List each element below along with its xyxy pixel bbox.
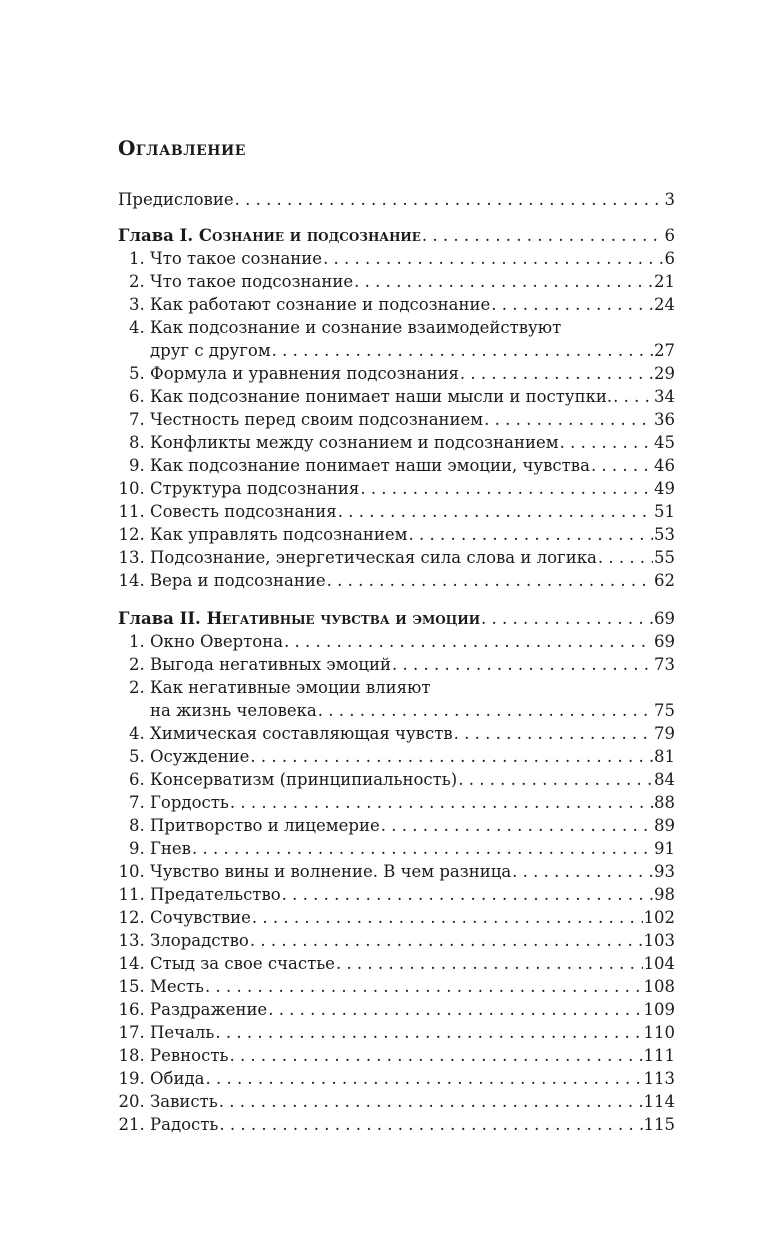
toc-entry xyxy=(118,837,675,860)
toc-entry xyxy=(118,860,675,883)
chapter-page: 69 xyxy=(654,609,675,628)
entry-number: 2. xyxy=(129,678,145,697)
toc-entry xyxy=(118,1090,675,1113)
entry-page: 51 xyxy=(654,502,675,521)
entry-title: Как подсознание понимает наши эмоции, чувства xyxy=(150,456,590,475)
entry-page: 69 xyxy=(654,632,675,651)
toc-entry xyxy=(118,293,675,316)
entry-title: Как работают сознание и подсознание xyxy=(150,295,491,314)
leader-dots xyxy=(422,224,664,247)
entry-page: 102 xyxy=(643,908,675,927)
entry-title: Ревность xyxy=(150,1046,229,1065)
leader-dots xyxy=(215,1021,642,1044)
entry-page: 93 xyxy=(654,862,675,881)
entry-title: Притворство и лицемерие xyxy=(150,816,380,835)
entry-number: 20. xyxy=(118,1092,145,1111)
entry-title: Чувство вины и волнение. В чем разница xyxy=(150,862,512,881)
entry-page: 110 xyxy=(643,1023,675,1042)
leader-dots xyxy=(458,768,653,791)
toc-entry xyxy=(118,500,675,523)
entry-title: Злорадство xyxy=(150,931,249,950)
entry-page: 62 xyxy=(654,571,675,590)
entry-number: 9. xyxy=(129,839,145,858)
entry-page: 113 xyxy=(643,1069,675,1088)
entry-number: 15. xyxy=(118,977,145,996)
entry-title: Гордость xyxy=(150,793,229,812)
entry-page: 98 xyxy=(654,885,675,904)
leader-dots xyxy=(327,569,653,592)
leader-dots xyxy=(481,607,653,630)
entry-title: Гнев xyxy=(150,839,191,858)
leader-dots xyxy=(392,653,653,676)
leader-dots xyxy=(282,883,653,906)
entry-page: 109 xyxy=(643,1000,675,1019)
leader-dots xyxy=(360,477,653,500)
entry-title: Структура подсознания xyxy=(150,479,360,498)
leader-dots xyxy=(268,998,642,1021)
entry-title: Окно Овертона xyxy=(150,632,284,651)
entry-number: 6. xyxy=(129,387,145,406)
entry-number: 8. xyxy=(129,816,145,835)
toc-entry-line2 xyxy=(118,339,675,362)
entry-title: Как подсознание и сознание взаимодействуют xyxy=(150,318,562,337)
toc-entry xyxy=(118,1067,675,1090)
entry-page: 3 xyxy=(664,190,675,209)
entry-number: 5. xyxy=(129,747,145,766)
toc-entry xyxy=(118,975,675,998)
chapter-title xyxy=(118,607,480,630)
toc-entry xyxy=(118,883,675,906)
entry-number: 8. xyxy=(129,433,145,452)
leader-dots xyxy=(512,860,653,883)
entry-title: Честность перед своим подсознанием xyxy=(150,410,484,429)
toc-entry xyxy=(118,454,675,477)
entry-number: 10. xyxy=(118,479,145,498)
chapter-page: 6 xyxy=(664,226,675,245)
toc-entry xyxy=(118,477,675,500)
entry-number: 7. xyxy=(129,410,145,429)
toc-entry xyxy=(118,952,675,975)
entry-title: Консерватизм (принципиальность) xyxy=(150,770,458,789)
toc-entry xyxy=(118,791,675,814)
toc-entry-line1 xyxy=(118,316,675,339)
entry-number: 2. xyxy=(129,272,145,291)
table-of-contents xyxy=(118,188,675,1136)
entry-page: 45 xyxy=(654,433,675,452)
entry-number: 13. xyxy=(118,548,145,567)
entry-title-cont: друг с другом xyxy=(150,341,271,360)
entry-number: 9. xyxy=(129,456,145,475)
leader-dots xyxy=(560,431,653,454)
entry-page: 27 xyxy=(654,341,675,360)
leader-dots xyxy=(409,523,654,546)
entry-number: 21. xyxy=(118,1115,145,1134)
chapter-label: Глава II. xyxy=(118,609,201,628)
chapter-name: Сознание и подсознание xyxy=(198,226,421,245)
entry-number: 11. xyxy=(118,502,145,521)
leader-dots xyxy=(229,1044,642,1067)
entry-title: Месть xyxy=(150,977,205,996)
toc-entry xyxy=(118,385,675,408)
entry-page: 91 xyxy=(654,839,675,858)
leader-dots xyxy=(323,247,663,270)
toc-entry xyxy=(118,1044,675,1067)
chapter-title xyxy=(118,224,421,247)
entry-title: Обида xyxy=(150,1069,205,1088)
leader-dots xyxy=(219,1113,642,1136)
leader-dots xyxy=(318,699,653,722)
toc-entry xyxy=(118,431,675,454)
entry-title: Печаль xyxy=(150,1023,215,1042)
entry-title: Как негативные эмоции влияют xyxy=(150,678,431,697)
toc-entry xyxy=(118,998,675,1021)
entry-number: 13. xyxy=(118,931,145,950)
entry-title: Предательство xyxy=(150,885,281,904)
entry-page: 104 xyxy=(643,954,675,973)
leader-dots xyxy=(354,270,653,293)
toc-entry xyxy=(118,929,675,952)
toc-entry xyxy=(118,630,675,653)
entry-title: Выгода негативных эмоций xyxy=(150,655,392,674)
chapter-name: Негативные чувства и эмоции xyxy=(206,609,481,628)
entry-page: 53 xyxy=(654,525,675,544)
entry-title: Конфликты между сознанием и подсознанием xyxy=(150,433,559,452)
entry-number: 2. xyxy=(129,655,145,674)
leader-dots xyxy=(491,293,653,316)
entry-page: 84 xyxy=(654,770,675,789)
entry-title: Радость xyxy=(150,1115,219,1134)
entry-number: 6. xyxy=(129,770,145,789)
leader-dots xyxy=(598,546,653,569)
toc-entry xyxy=(118,1113,675,1136)
toc-entry xyxy=(118,745,675,768)
leader-dots xyxy=(250,745,653,768)
entry-number: 5. xyxy=(129,364,145,383)
entry-title-cont: на жизнь человека xyxy=(150,701,317,720)
entry-page: 108 xyxy=(643,977,675,996)
entry-number: 1. xyxy=(129,632,145,651)
entry-page: 34 xyxy=(654,387,675,406)
entry-number: 11. xyxy=(118,885,145,904)
toc-entry xyxy=(118,1021,675,1044)
entry-page: 114 xyxy=(643,1092,675,1111)
entry-page: 103 xyxy=(643,931,675,950)
entry-title: Сочувствие xyxy=(150,908,251,927)
leader-dots xyxy=(460,362,653,385)
entry-title: Стыд за свое счастье xyxy=(150,954,335,973)
entry-title: Раздражение xyxy=(150,1000,268,1019)
entry-title: Формула и уравнения подсознания xyxy=(150,364,459,383)
leader-dots xyxy=(484,408,653,431)
entry-title: Предисловие xyxy=(118,190,234,209)
leader-dots xyxy=(336,952,643,975)
leader-dots xyxy=(205,1067,642,1090)
entry-page: 46 xyxy=(654,456,675,475)
entry-title: Как подсознание понимает наши мысли и поступки. xyxy=(150,387,613,406)
entry-page: 24 xyxy=(654,295,675,314)
entry-page: 81 xyxy=(654,747,675,766)
toc-entry xyxy=(118,722,675,745)
entry-page: 89 xyxy=(654,816,675,835)
entry-page: 73 xyxy=(654,655,675,674)
entry-number: 4. xyxy=(129,724,145,743)
entry-number: 7. xyxy=(129,793,145,812)
entry-title: Как управлять подсознанием xyxy=(150,525,408,544)
entry-number: 14. xyxy=(118,571,145,590)
entry-page: 88 xyxy=(654,793,675,812)
chapter-label: Глава I. xyxy=(118,226,194,245)
toc-entry xyxy=(118,768,675,791)
entry-page: 6 xyxy=(664,249,675,268)
entry-title: Химическая составляющая чувств xyxy=(150,724,453,743)
entry-page: 21 xyxy=(654,272,675,291)
toc-chapter-2 xyxy=(118,607,675,630)
toc-entry-preface xyxy=(118,188,675,211)
entry-page: 115 xyxy=(643,1115,675,1134)
toc-entry xyxy=(118,569,675,592)
entry-number: 12. xyxy=(118,525,145,544)
entry-page: 29 xyxy=(654,364,675,383)
leader-dots xyxy=(250,929,643,952)
leader-dots xyxy=(252,906,643,929)
leader-dots xyxy=(230,791,653,814)
entry-number: 3. xyxy=(129,295,145,314)
entry-title: Зависть xyxy=(150,1092,218,1111)
toc-entry xyxy=(118,362,675,385)
toc-entry-line2 xyxy=(118,699,675,722)
leader-dots xyxy=(454,722,653,745)
entry-number: 4. xyxy=(129,318,145,337)
entry-title: Вера и подсознание xyxy=(150,571,326,590)
toc-entry xyxy=(118,270,675,293)
entry-number: 10. xyxy=(118,862,145,881)
entry-number: 1. xyxy=(129,249,145,268)
leader-dots xyxy=(219,1090,643,1113)
entry-title: Осуждение xyxy=(150,747,250,766)
entry-number: 18. xyxy=(118,1046,145,1065)
entry-page: 36 xyxy=(654,410,675,429)
toc-entry-line1 xyxy=(118,676,675,699)
entry-page: 111 xyxy=(643,1046,675,1065)
entry-number: 14. xyxy=(118,954,145,973)
leader-dots xyxy=(284,630,653,653)
entry-title: Подсознание, энергетическая сила слова и логика xyxy=(150,548,597,567)
toc-entry xyxy=(118,546,675,569)
entry-title: Совесть подсознания xyxy=(150,502,337,521)
toc-entry xyxy=(118,523,675,546)
toc-heading: Оглавление xyxy=(118,136,246,160)
toc-entry xyxy=(118,814,675,837)
toc-entry xyxy=(118,247,675,270)
entry-number: 17. xyxy=(118,1023,145,1042)
toc-chapter-1 xyxy=(118,224,675,247)
leader-dots xyxy=(235,188,664,211)
leader-dots xyxy=(272,339,653,362)
entry-page: 79 xyxy=(654,724,675,743)
leader-dots xyxy=(591,454,653,477)
leader-dots xyxy=(613,385,653,408)
entry-number: 19. xyxy=(118,1069,145,1088)
leader-dots xyxy=(338,500,653,523)
entry-page: 75 xyxy=(654,701,675,720)
leader-dots xyxy=(381,814,653,837)
leader-dots xyxy=(192,837,653,860)
toc-entry xyxy=(118,408,675,431)
entry-page: 49 xyxy=(654,479,675,498)
toc-entry xyxy=(118,653,675,676)
entry-number: 16. xyxy=(118,1000,145,1019)
entry-title: Что такое сознание xyxy=(150,249,323,268)
toc-entry xyxy=(118,906,675,929)
entry-number: 12. xyxy=(118,908,145,927)
entry-title: Что такое подсознание xyxy=(150,272,354,291)
leader-dots xyxy=(205,975,642,998)
entry-page: 55 xyxy=(654,548,675,567)
